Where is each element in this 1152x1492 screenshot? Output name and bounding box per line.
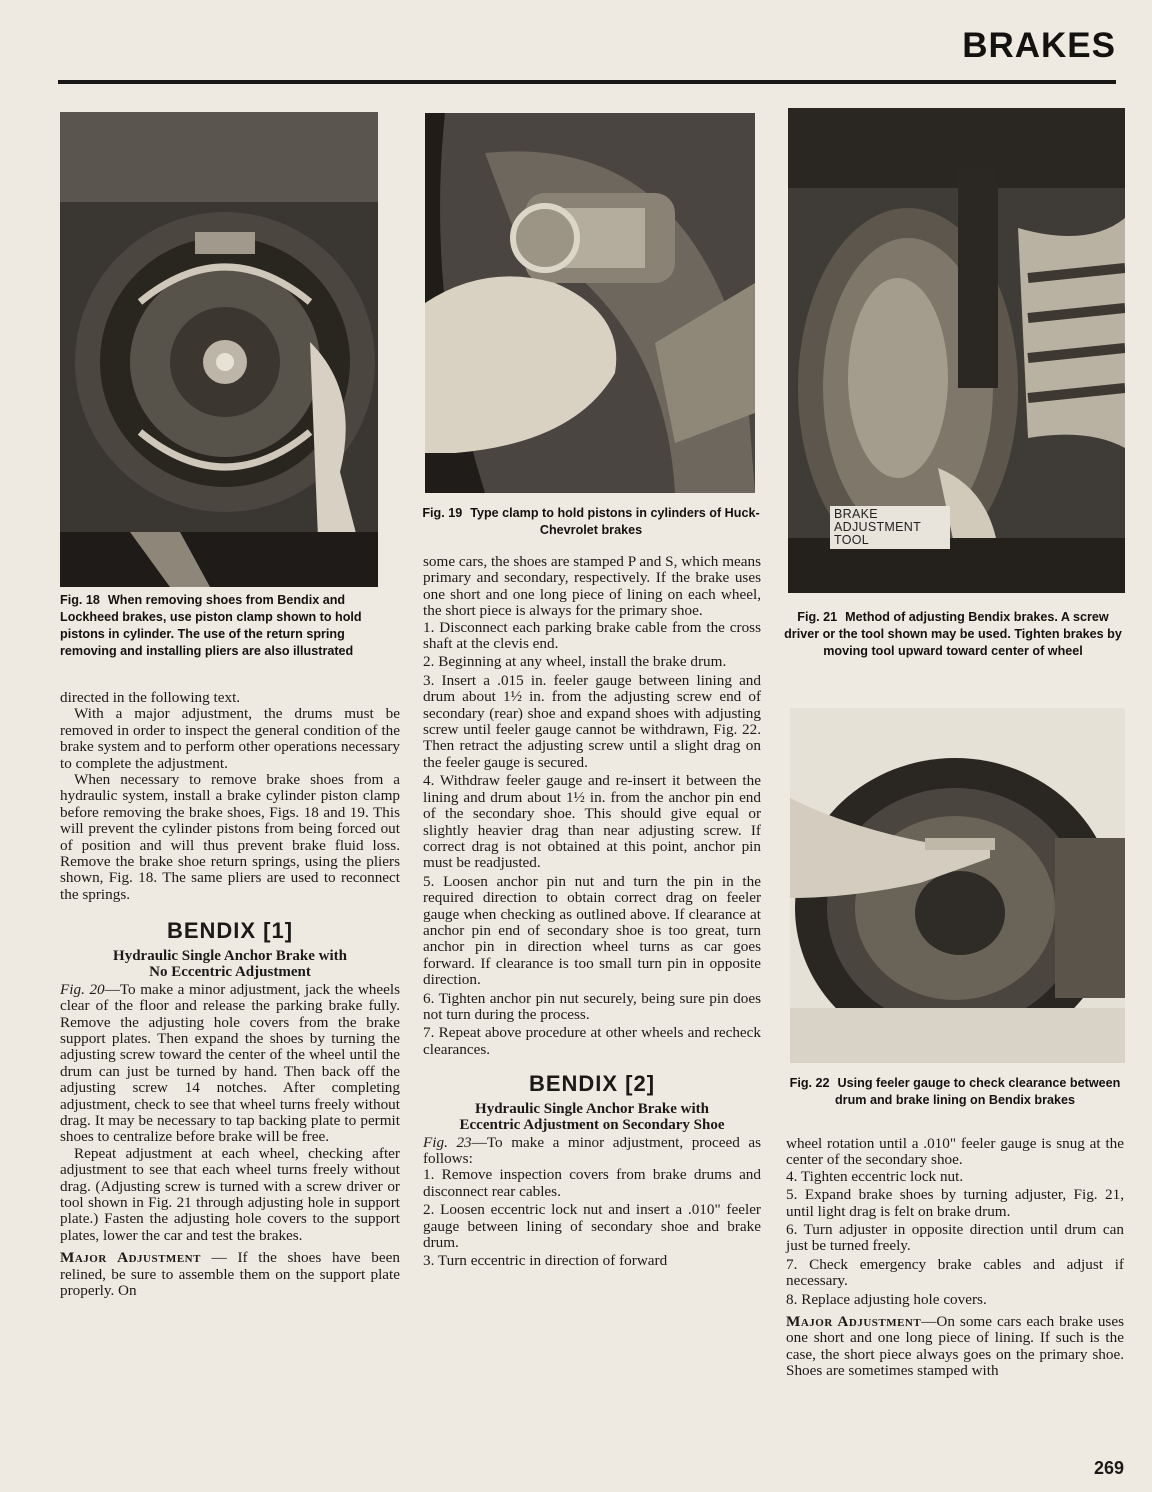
list-item: 5. Expand brake shoes by turning adjuster, Fig. 21, until light drag is felt on brake drum. <box>786 1186 1124 1220</box>
photo-label-line: ADJUSTMENT <box>834 520 922 534</box>
list-item: 8. Replace adjusting hole covers. <box>786 1290 987 1308</box>
paragraph: —On some cars each brake uses one short and one long piece of lining. If such is the case, the short piece always goes on the primary shoe. Shoes are sometimes stamped with <box>786 1313 1124 1380</box>
list-item: 3. Insert a .015 in. feeler gauge between lining and drum about 1½ in. from the adjusting screw end of secondary (rear) shoe and expand shoes with adjusting screw until feeler gauge cannot be withdrawn, Fig. 22. Then retract the adjusting screw until a slight drag on the feeler gauge is secured. <box>423 671 761 771</box>
list-item: 7. Repeat above procedure at other wheels and recheck clearances. <box>423 1024 761 1058</box>
section-heading: BENDIX [1] <box>166 918 294 944</box>
caption-text: Using feeler gauge to check clearance between drum and brake lining on Bendix brakes <box>834 1076 1121 1107</box>
photo-label-line: BRAKE <box>834 507 878 521</box>
brake-adjustment-tool-label <box>830 506 950 549</box>
paragraph: —To make a minor adjustment, proceed as follows: <box>423 1133 762 1167</box>
run-in-heading: Major Adjustment <box>786 1313 922 1331</box>
column-2 <box>423 554 761 1272</box>
fig21-caption <box>782 609 1124 660</box>
caption-text: Method of adjusting Bendix brakes. A screw driver or the tool shown may be used. Tighten brakes by moving tool upward toward center of wheel <box>784 610 1122 658</box>
section-heading: BENDIX [2] <box>528 1071 656 1097</box>
list-item: 2. Loosen eccentric lock nut and insert a .010" feeler gauge between lining of secondary shoe and brake drum. <box>423 1201 761 1252</box>
list-item: 1. Disconnect each parking brake cable from the cross shaft at the clevis end. <box>423 618 761 653</box>
caption-text: When removing shoes from Bendix and Lockheed brakes, use piston clamp shown to hold pistons in cylinder. The use of the return spring removing and installing pliers are also illustrated <box>60 593 362 658</box>
column-3 <box>786 1136 1124 1380</box>
fig19-caption <box>420 505 762 539</box>
paragraph: directed in the following text. <box>60 689 241 706</box>
paragraph: When necessary to remove brake shoes from a hydraulic system, install a brake cylinder piston clamp before removing the brake shoes, Figs. 18 and 19. This will prevent the cylinder pistons from being forced out of position and will thus prevent brake fluid loss. Remove the brake shoe return springs, using the pliers shown, Fig. 18. The same pliers are used to reconnect the springs. <box>60 771 400 903</box>
figure-number: Fig. 18 <box>60 593 100 607</box>
paragraph: — If the shoes have been relined, be sure to assemble them on the support plate properly. On <box>60 1249 400 1299</box>
run-in-heading: Major Adjustment <box>60 1249 201 1267</box>
list-item: 2. Beginning at any wheel, install the brake drum. <box>423 653 727 671</box>
paragraph: Repeat adjustment at each wheel, checking after adjustment to see that each wheel turns freely without drag. (Adjusting screw is turned with a screw driver or tool shown in Fig. 21 through adjusting hole in support plate.) Fasten the adjusting hole covers to the support plates, lower the car and test the brakes. <box>60 1144 400 1244</box>
paragraph: wheel rotation until a .010" feeler gauge is snug at the center of the secondary shoe. <box>786 1135 1124 1169</box>
fig21-photo <box>788 108 1125 593</box>
figure-number: Fig. 22 <box>789 1076 830 1090</box>
page-number: 269 <box>1093 1458 1124 1478</box>
list-item: 5. Loosen anchor pin nut and turn the pin in the required direction to obtain correct drag on feeler gauge when checking as outlined above. If clearance at anchor pin end of secondary shoe is too great, turn anchor pin in direction wheel turns as car goes forward. If clearance is too small turn pin in opposite direction. <box>423 872 761 989</box>
list-item: 4. Tighten eccentric lock nut. <box>786 1167 964 1185</box>
paragraph: some cars, the shoes are stamped P and S, which means primary and secondary, respectively. If the brake uses one short and one long piece of lining on each wheel, the short piece is always for the primary shoe. <box>423 553 761 620</box>
figure-reference: Fig. 20 <box>60 980 105 998</box>
caption-text: Type clamp to hold pistons in cylinders of Huck-Chevrolet brakes <box>470 506 760 537</box>
fig22-caption <box>784 1075 1126 1109</box>
sub-heading: Hydraulic Single Anchor Brake with <box>113 947 347 964</box>
photo-label-line: TOOL <box>834 533 870 547</box>
list-item: 1. Remove inspection covers from brake drums and disconnect rear cables. <box>423 1166 761 1200</box>
list-item: 3. Turn eccentric in direction of forward <box>423 1252 668 1270</box>
fig18-photo <box>60 112 378 587</box>
figure-number: Fig. 19 <box>422 506 463 520</box>
list-item: 7. Check emergency brake cables and adjust if necessary. <box>786 1255 1124 1290</box>
figure-number: Fig. 21 <box>797 610 838 624</box>
column-1 <box>60 690 400 1299</box>
sub-heading: Hydraulic Single Anchor Brake with <box>475 1100 709 1117</box>
fig19-photo <box>425 113 755 493</box>
list-item: 4. Withdraw feeler gauge and re-insert it between the lining and drum about 1½ in. from the anchor pin end of the secondary shoe. This should give equal or slightly heavier drag than near adjusting screw. If correct drag is not obtained at this point, anchor pin must be readjusted. <box>423 772 761 872</box>
fig22-photo <box>790 708 1125 1063</box>
list-item: 6. Tighten anchor pin nut securely, being sure pin does not turn during the process. <box>423 989 761 1023</box>
figure-reference: Fig. 23 <box>423 1133 472 1151</box>
fig18-caption <box>60 592 380 660</box>
paragraph: With a major adjustment, the drums must be removed in order to inspect the general condition of the brake system and to perform other operations necessary to complete the adjustment. <box>60 705 400 772</box>
header-rule <box>58 80 1116 84</box>
sub-heading: No Eccentric Adjustment <box>149 963 311 980</box>
list-item: 6. Turn adjuster in opposite direction until drum can just be turned freely. <box>786 1221 1124 1255</box>
paragraph: —To make a minor adjustment, jack the wheels clear of the floor and release the parking brake fully. Remove the adjusting hole covers from the brake support plates. Then expand the shoes by turning the adjusting screw toward the center of the wheel until the drum can just be turned by hand. Then back off the adjusting screw 14 notches. After completing adjustment, check to see that wheel turns freely without drag. It may be necessary to tap backing plate to permit shoes to centralize before brake will be free. <box>60 980 401 1146</box>
section-title: BRAKES <box>962 26 1116 65</box>
sub-heading: Eccentric Adjustment on Secondary Shoe <box>459 1116 725 1133</box>
